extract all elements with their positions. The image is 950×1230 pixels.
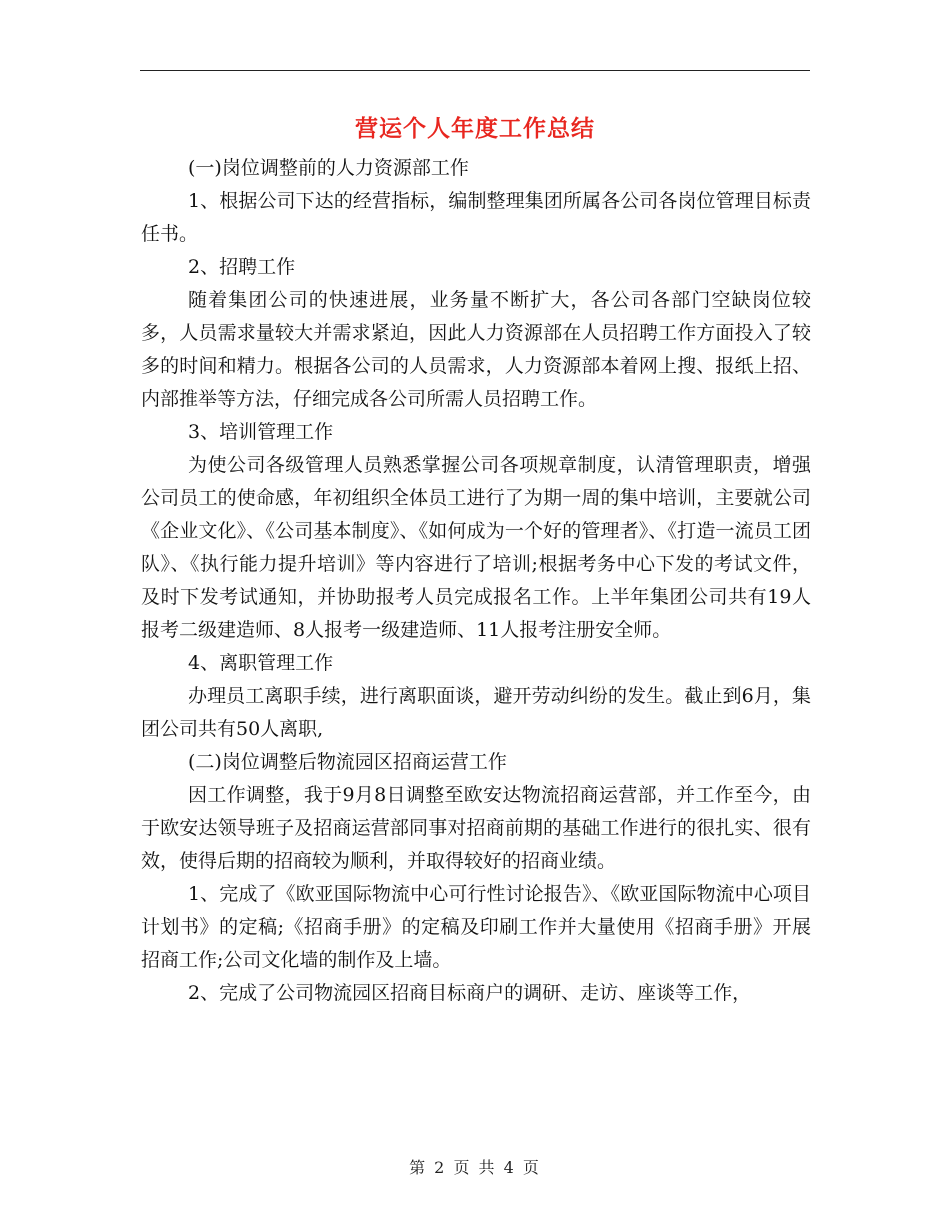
header-rule: [140, 70, 810, 71]
paragraph: 1、完成了《欧亚国际物流中心可行性讨论报告》、《欧亚国际物流中心项目计划书》的定稿;《招商手册》的定稿及印刷工作并大量使用《招商手册》开展招商工作;公司文化墙的制作及上墙。: [141, 883, 811, 971]
document-body: [141, 152, 811, 1010]
paragraph: (二)岗位调整后物流园区招商运营工作: [188, 751, 507, 773]
paragraph: 4、离职管理工作: [188, 652, 334, 674]
paragraph: 1、根据公司下达的经营指标，编制整理集团所属各公司各岗位管理目标责任书。: [141, 190, 811, 245]
paragraph: 为使公司各级管理人员熟悉掌握公司各项规章制度，认清管理职责，增强公司员工的使命感，年初组织全体员工进行了为期一周的集中培训，主要就公司《企业文化》、《公司基本制度》、《如何成为一个好的管理者》、《打造一流员工团队》、《执行能力提升培训》等内容进行了培训;根据考务中心下发的考试文件，及时下发考试通知，并协助报考人员完成报名工作。上半年集团公司共有19人报考二级建造师、8人报考一级建造师、11人报考注册安全师。: [141, 454, 811, 641]
paragraph: 随着集团公司的快速进展，业务量不断扩大，各公司各部门空缺岗位较多，人员需求量较大并需求紧迫，因此人力资源部在人员招聘工作方面投入了较多的时间和精力。根据各公司的人员需求，人力资源部本着网上搜、报纸上招、内部推举等方法，仔细完成各公司所需人员招聘工作。: [141, 289, 811, 410]
paragraph: 3、培训管理工作: [188, 421, 334, 443]
paragraph: 2、完成了公司物流园区招商目标商户的调研、走访、座谈等工作，: [188, 982, 752, 1004]
page-footer: 第 2 页 共 4 页: [409, 1158, 541, 1177]
paragraph: 办理员工离职手续，进行离职面谈，避开劳动纠纷的发生。截止到6月，集团公司共有50人离职,: [141, 685, 811, 740]
document-title: 营运个人年度工作总结: [355, 115, 595, 142]
paragraph: 因工作调整，我于9月8日调整至欧安达物流招商运营部，并工作至今，由于欧安达领导班子及招商运营部同事对招商前期的基础工作进行的很扎实、很有效，使得后期的招商较为顺利，并取得较好的招商业绩。: [141, 784, 811, 872]
paragraph: (一)岗位调整前的人力资源部工作: [188, 157, 469, 179]
paragraph: 2、招聘工作: [188, 256, 296, 278]
